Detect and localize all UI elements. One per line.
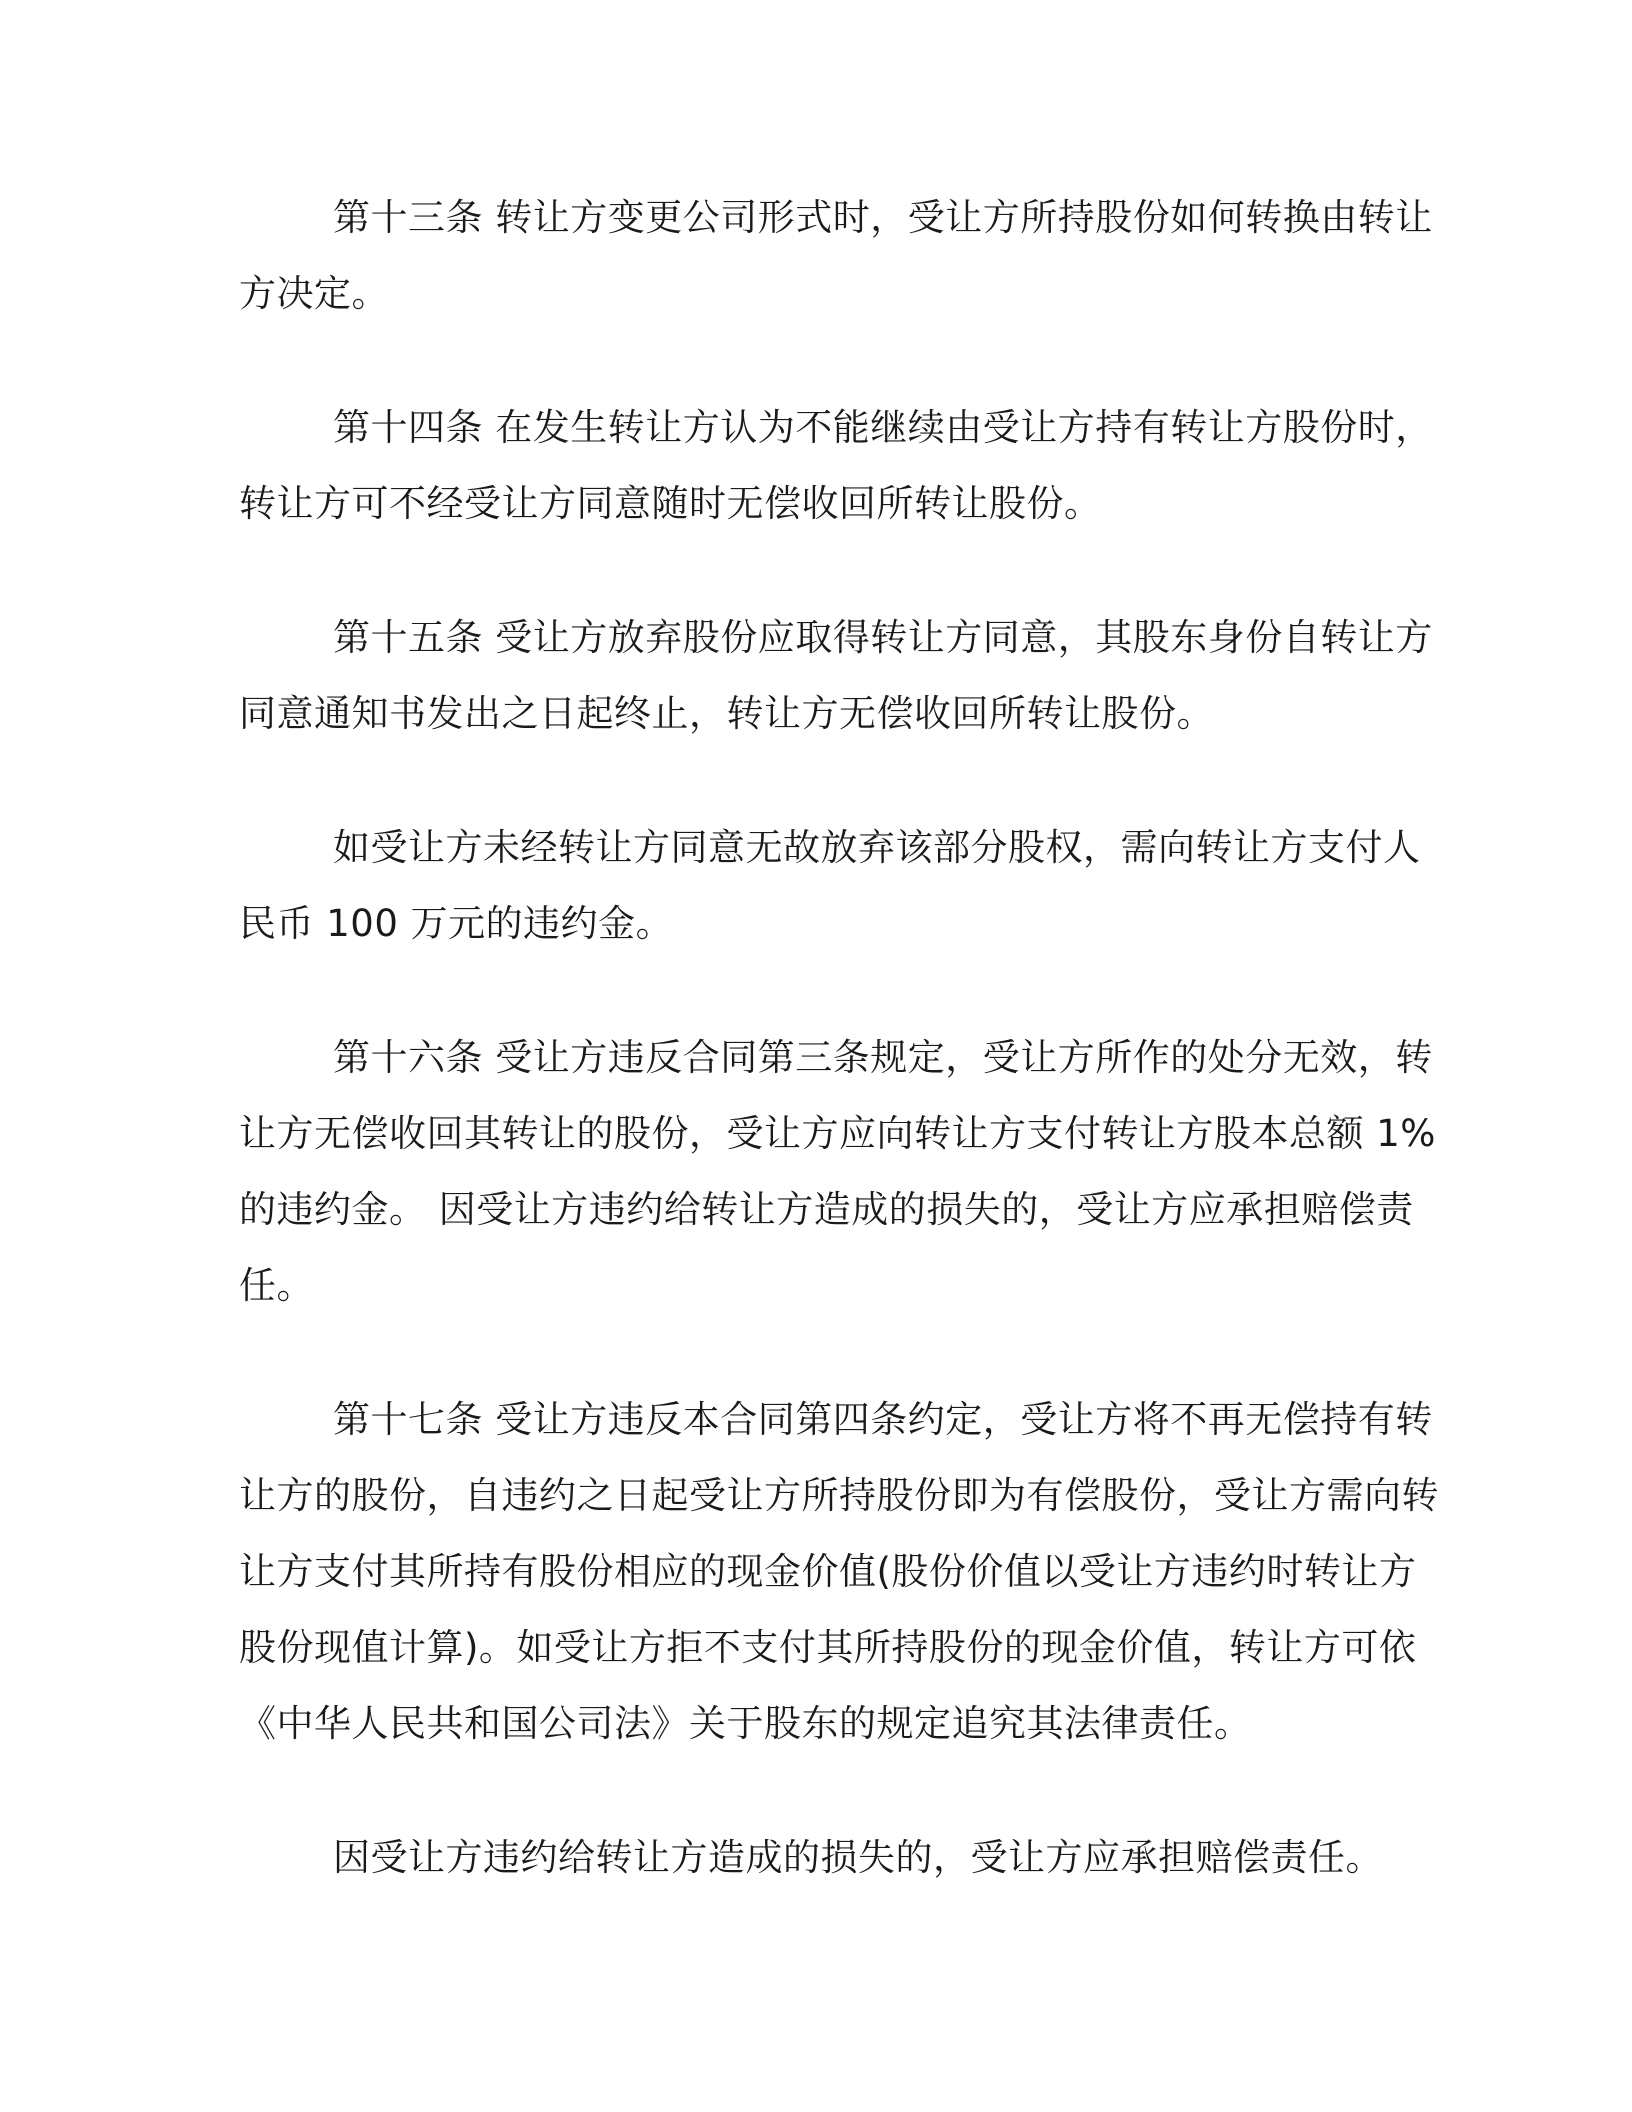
article-17-liability-paragraph: 因受让方违约给转让方造成的损失的，受让方应承担赔偿责任。	[333, 1836, 1383, 1879]
article-17-paragraph: 第十七条 受让方违反本合同第四条约定，受让方将不再无偿持有转让方的股份，自违约之日起受让方所持股份即为有偿股份，受让方需向转让方支付其所持有股份相应的现金价值(股份价值以受让方违约时转让方股份现值计算)。如受让方拒不支付其所持股份的现金价值，转让方可依《中华人民共和国公司法》关于股东的规定追究其法律责任。	[239, 1398, 1439, 1745]
article-15-paragraph: 第十五条 受让方放弃股份应取得转让方同意，其股东身份自转让方同意通知书发出之日起终止，转让方无偿收回所转让股份。	[239, 616, 1433, 735]
article-14-paragraph: 第十四条 在发生转让方认为不能继续由受让方持有转让方股份时，转让方可不经受让方同意随时无偿收回所转让股份。	[239, 406, 1433, 525]
article-15-penalty-paragraph: 如受让方未经转让方同意无故放弃该部分股权，需向转让方支付人民币 100 万元的违约金。	[239, 826, 1421, 945]
document-body	[239, 180, 1449, 1954]
article-13-paragraph: 第十三条 转让方变更公司形式时，受让方所持股份如何转换由转让方决定。	[239, 196, 1433, 315]
article-16-paragraph: 第十六条 受让方违反合同第三条规定，受让方所作的处分无效，转让方无偿收回其转让的股份，受让方应向转让方支付转让方股本总额 1%的违约金。 因受让方违约给转让方造成的损失的，受让方应承担赔偿责任。	[239, 1036, 1436, 1307]
